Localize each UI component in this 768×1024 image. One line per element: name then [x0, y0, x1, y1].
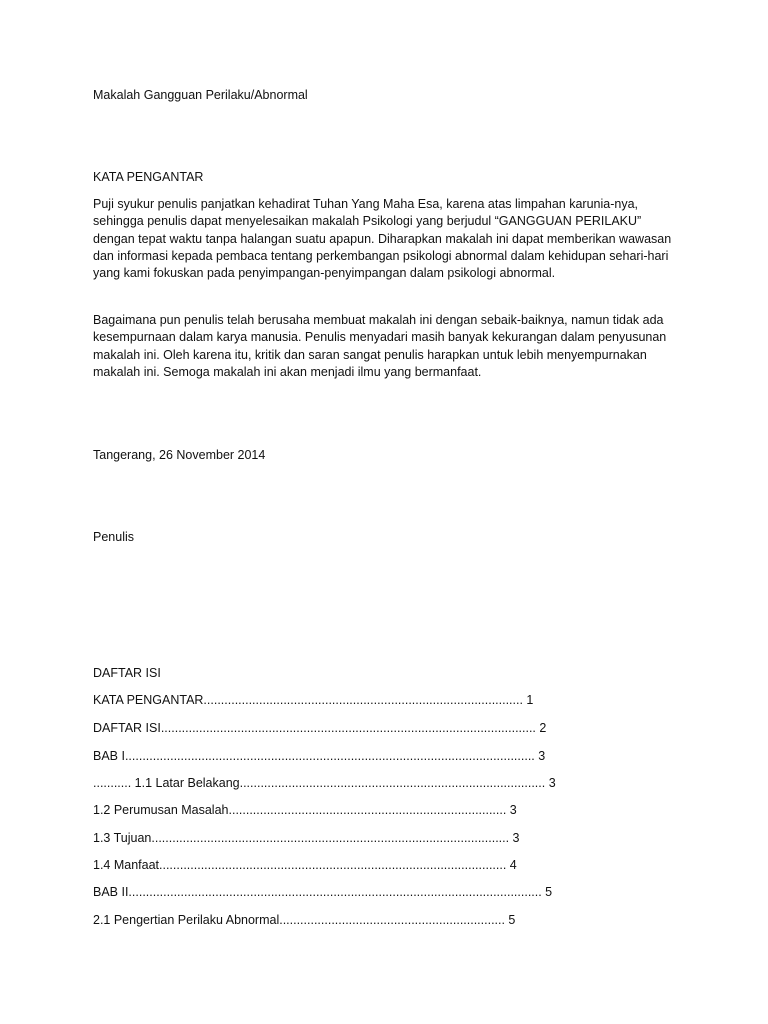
toc-entry: 1.3 Tujuan....................................................................................................... 3	[93, 831, 520, 845]
preface-paragraph-2-text: Bagaimana pun penulis telah berusaha membuat makalah ini dengan sebaik-baiknya, namun tidak ada kesempurnaan dalam karya manusia. Penulis menyadari masih banyak kekurangan dalam penyusunan makalah ini. Oleh karena itu, kritik dan saran sangat penulis harapkan untuk lebih menyempurnakan makalah ini. Semoga makalah ini akan menjadi ilmu yang bermanfaat.	[93, 313, 667, 379]
toc-entry: ........... 1.1 Latar Belakang........................................................................................ 3	[93, 776, 556, 790]
toc-entry: KATA PENGANTAR............................................................................................ 1	[93, 693, 534, 707]
toc-entry: DAFTAR ISI............................................................................................................ 2	[93, 721, 547, 735]
document-title: Makalah Gangguan Perilaku/Abnormal	[93, 88, 308, 102]
preface-paragraph-2	[93, 312, 673, 381]
toc-heading: DAFTAR ISI	[93, 666, 161, 680]
signature: Penulis	[93, 530, 134, 544]
toc-entry: BAB I...................................................................................................................... 3	[93, 749, 546, 763]
place-date: Tangerang, 26 November 2014	[93, 448, 266, 462]
preface-paragraph-1	[93, 196, 673, 282]
toc-entry: 1.4 Manfaat.................................................................................................... 4	[93, 858, 517, 872]
preface-paragraph-1-text: Puji syukur penulis panjatkan kehadirat Tuhan Yang Maha Esa, karena atas limpahan karunia-nya, sehingga penulis dapat menyelesaikan makalah Psikologi yang berjudul “GANGGUAN PERILAKU” dengan tepat waktu tanpa halangan suatu apapun. Diharapkan makalah ini dapat memberikan wawasan dan informasi kepada pembaca tentang perkembangan psikologi abnormal dalam kehidupan sehari-hari yang kami fokuskan pada penyimpangan-penyimpangan dalam psikologi abnormal.	[93, 197, 672, 281]
toc-entry: BAB II....................................................................................................................... 5	[93, 885, 553, 899]
toc-entry: 2.1 Pengertian Perilaku Abnormal................................................................. 5	[93, 913, 516, 927]
preface-heading: KATA PENGANTAR	[93, 170, 204, 184]
toc-entry: 1.2 Perumusan Masalah................................................................................ 3	[93, 803, 517, 817]
